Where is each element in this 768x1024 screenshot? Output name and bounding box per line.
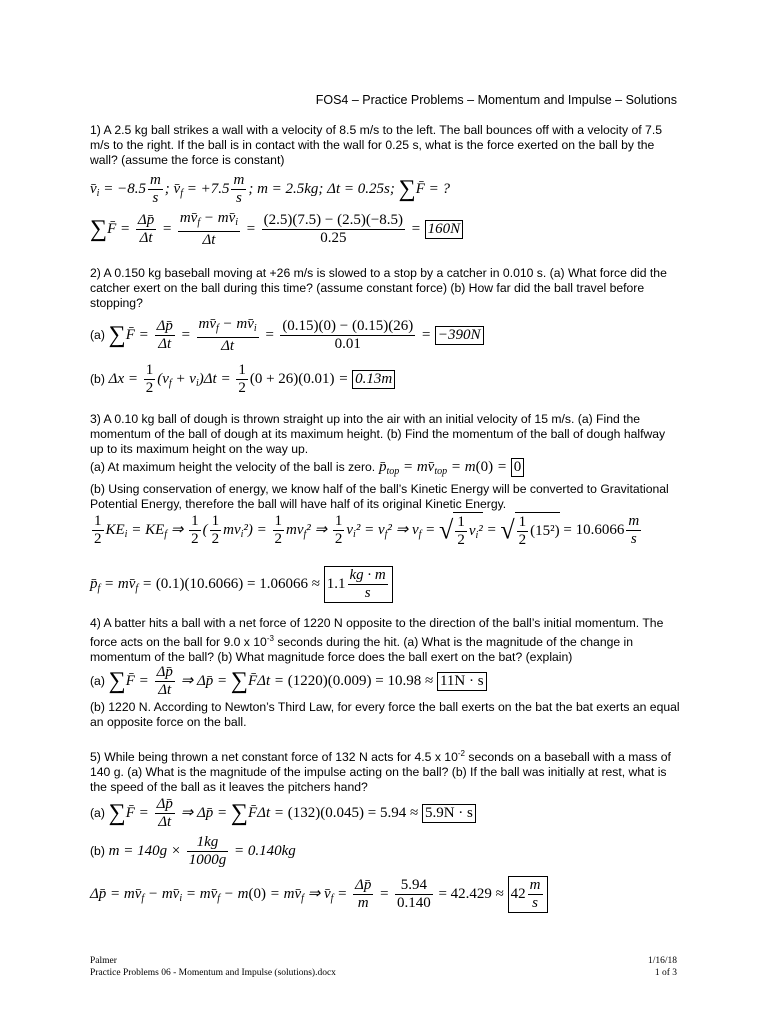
- problem-2-text: 2) A 0.150 kg baseball moving at +26 m/s is slowed to a stop by a catcher in 0.010 s. (a) What force did the catcher exert on the ball during this time? (assume constant force) (b) How far did the ball travel before stopping?: [90, 266, 667, 310]
- problem-5a-solution: (a) ∑F̄ = $\frac{\Delta p̄}{\Delta t}$ ⇒ Δp̄ = ∑F̄Δt = (132)(0.045) = 5.94 ≈ 5.9N · s: [90, 796, 476, 831]
- problem-2a-solution: (a) ∑F̄ = $\frac{\Delta p̄}{\Delta t}$ = $\frac{mv̄_f - mv̄_i}{\Delta t}$ = $\frac{(0.15)(0) - (0.15)(26)}{0.01}$ = −390N: [90, 316, 484, 355]
- problem-4-text: 4) A batter hits a ball with a net force of 1220 N opposite to the direction of the ball’s initial momentum. The force acts on the ball for 9.0 x $10^{-3}$ seconds during the hit. (a) What is the magnitude of the change in momentum of the ball? (b) What magnitude force does the ball exert on the bat? (explain): [90, 616, 664, 665]
- problem-2b-solution: (b) Δx = $\frac{1}{2}$ $(v_f + v_i)\Delta t$ = $\frac{1}{2}$ (0 + 26)(0.01) = 0.13m: [90, 362, 395, 397]
- problem-5b-mass: (b) m = 140g × $\frac{1kg}{1000g}$ = 0.140kg: [90, 834, 296, 868]
- problem-3b-answer: 1.1: [326, 575, 346, 592]
- footer-left: [90, 955, 336, 979]
- problem-5-text: 5) While being thrown a net constant force of 132 N acts for 4.5 x $10^{-2}$ seconds on a baseball with a mass of 140 g. (a) What is the magnitude of the impulse acting on the ball? (b) If the ball was initially at rest, what is the speed of the ball as it leaves the pitchers hand?: [90, 749, 671, 795]
- problem-1-answer: 160N: [425, 220, 464, 239]
- problem-3a-solution: (a) At maximum height the velocity of the ball is zero. $p̄_{top}$ = $mv̄_{top} = m(0) = 0$: [90, 458, 524, 477]
- problem-1-solution: ∑F̄ = $\frac{\Delta p̄}{\Delta t}$ = $\frac{mv̄_f - mv̄_i}{\Delta t}$ = $\frac{(2.5)(7.5) - (2.5)(-8.5)}{0.25}$ = 160N: [90, 210, 463, 249]
- footer-right: [648, 955, 677, 979]
- problem-2a-answer: −390N: [435, 326, 484, 345]
- problem-3a-answer: 0: [511, 458, 525, 477]
- problem-1-text: 1) A 2.5 kg ball strikes a wall with a velocity of 8.5 m/s to the left. The ball bounces off with a velocity of 7.5 m/s to the right. If the ball is in contact with the wall for 0.25 s, what is the force exerted on the ball by the wall? (assume the force is constant): [90, 123, 662, 167]
- problem-4a-label: (a): [90, 673, 105, 688]
- problem-5b-answer: 42: [510, 885, 526, 902]
- page-header-title: FOS4 – Practice Problems – Momentum and Impulse – Solutions: [315, 93, 677, 107]
- footer-filename: Practice Problems 06 - Momentum and Impulse (solutions).docx: [90, 968, 336, 978]
- problem-4a-answer: 11N · s: [437, 672, 487, 691]
- problem-3b-text: (b) Using conservation of energy, we know half of the ball’s Kinetic Energy will be converted to Gravitational Potential Energy, therefore the ball will have half of its original Kinetic Energy.: [90, 482, 669, 511]
- problem-5b-speed: Δp̄ = $mv̄_f$ − $mv̄_i$ = $mv̄_f - m(0)$ = $mv̄_f$ ⇒ $v̄_f$ = $\frac{\Delta p̄}{m}$ = $\frac{5.94}{0.140}$ = 42.429 ≈ 42 $\frac{m}{s}$: [90, 876, 548, 913]
- problem-3b-energy: $\frac{1}{2}$ $KE_i = KE_f$ ⇒ $\frac{1}{2}$ ( $\frac{1}{2}$ $mv_i^2$) = $\frac{1}{2}$ $mv_f^2$ ⇒ $\frac{1}{2}$ $v_i^2 = v_f^2$ ⇒ $v_f$ = √ $\frac{1}{2}$ $v_i^2$ = √ $\frac{1}{2}$ (15²) = 10.6066 $\frac{m}{s}$: [94, 513, 640, 548]
- problem-3-text: 3) A 0.10 kg ball of dough is thrown straight up into the air with an initial velocity of 15 m/s. (a) Find the momentum of the ball of dough at its maximum height. (b) Find the momentum of the ball of dough halfway up to its maximum height on the way up.: [90, 412, 666, 456]
- problem-2b-label: (b): [90, 371, 105, 386]
- footer-author: Palmer: [90, 956, 117, 966]
- problem-2a-label: (a): [90, 327, 105, 342]
- problem-1-givens: $v̄_i = -8.5$ $\frac{m}{s}$ ; $v̄_f = +7.5$ $\frac{m}{s}$ ; m = 2.5kg; Δt = 0.25s; ∑F̄ = ?: [90, 172, 451, 206]
- problem-2b-answer: 0.13m: [352, 370, 395, 389]
- footer-date: 1/16/18: [647, 956, 677, 966]
- problem-5b-label: (b): [90, 843, 105, 858]
- footer-page: 1 of 3: [654, 968, 677, 978]
- problem-3a-text: (a) At maximum height the velocity of the ball is zero.: [90, 459, 376, 474]
- problem-5a-answer: 5.9N · s: [422, 804, 476, 823]
- problem-4a-solution: (a) ∑F̄ = $\frac{\Delta p̄}{\Delta t}$ ⇒ Δp̄ = ∑F̄Δt = (1220)(0.009) = 10.98 ≈ 11N · s: [90, 664, 487, 699]
- problem-5b-answer-box: 42 $\frac{m}{s}$: [508, 876, 548, 913]
- problem-3b-answer-box: 1.1 $\frac{kg \cdot m}{s}$: [324, 566, 393, 603]
- problem-4b-text: (b) 1220 N. According to Newton’s Third Law, for every force the ball exerts on the bat the bat exerts an equal an opposite force on the ball.: [90, 700, 680, 729]
- problem-3b-momentum: $p̄_f$ = $mv̄_f = (0.1)(10.6066) = 1.06066 \approx 1.1$ $\frac{kg \cdot m}{s}$: [90, 566, 393, 603]
- problem-5a-label: (a): [90, 805, 105, 820]
